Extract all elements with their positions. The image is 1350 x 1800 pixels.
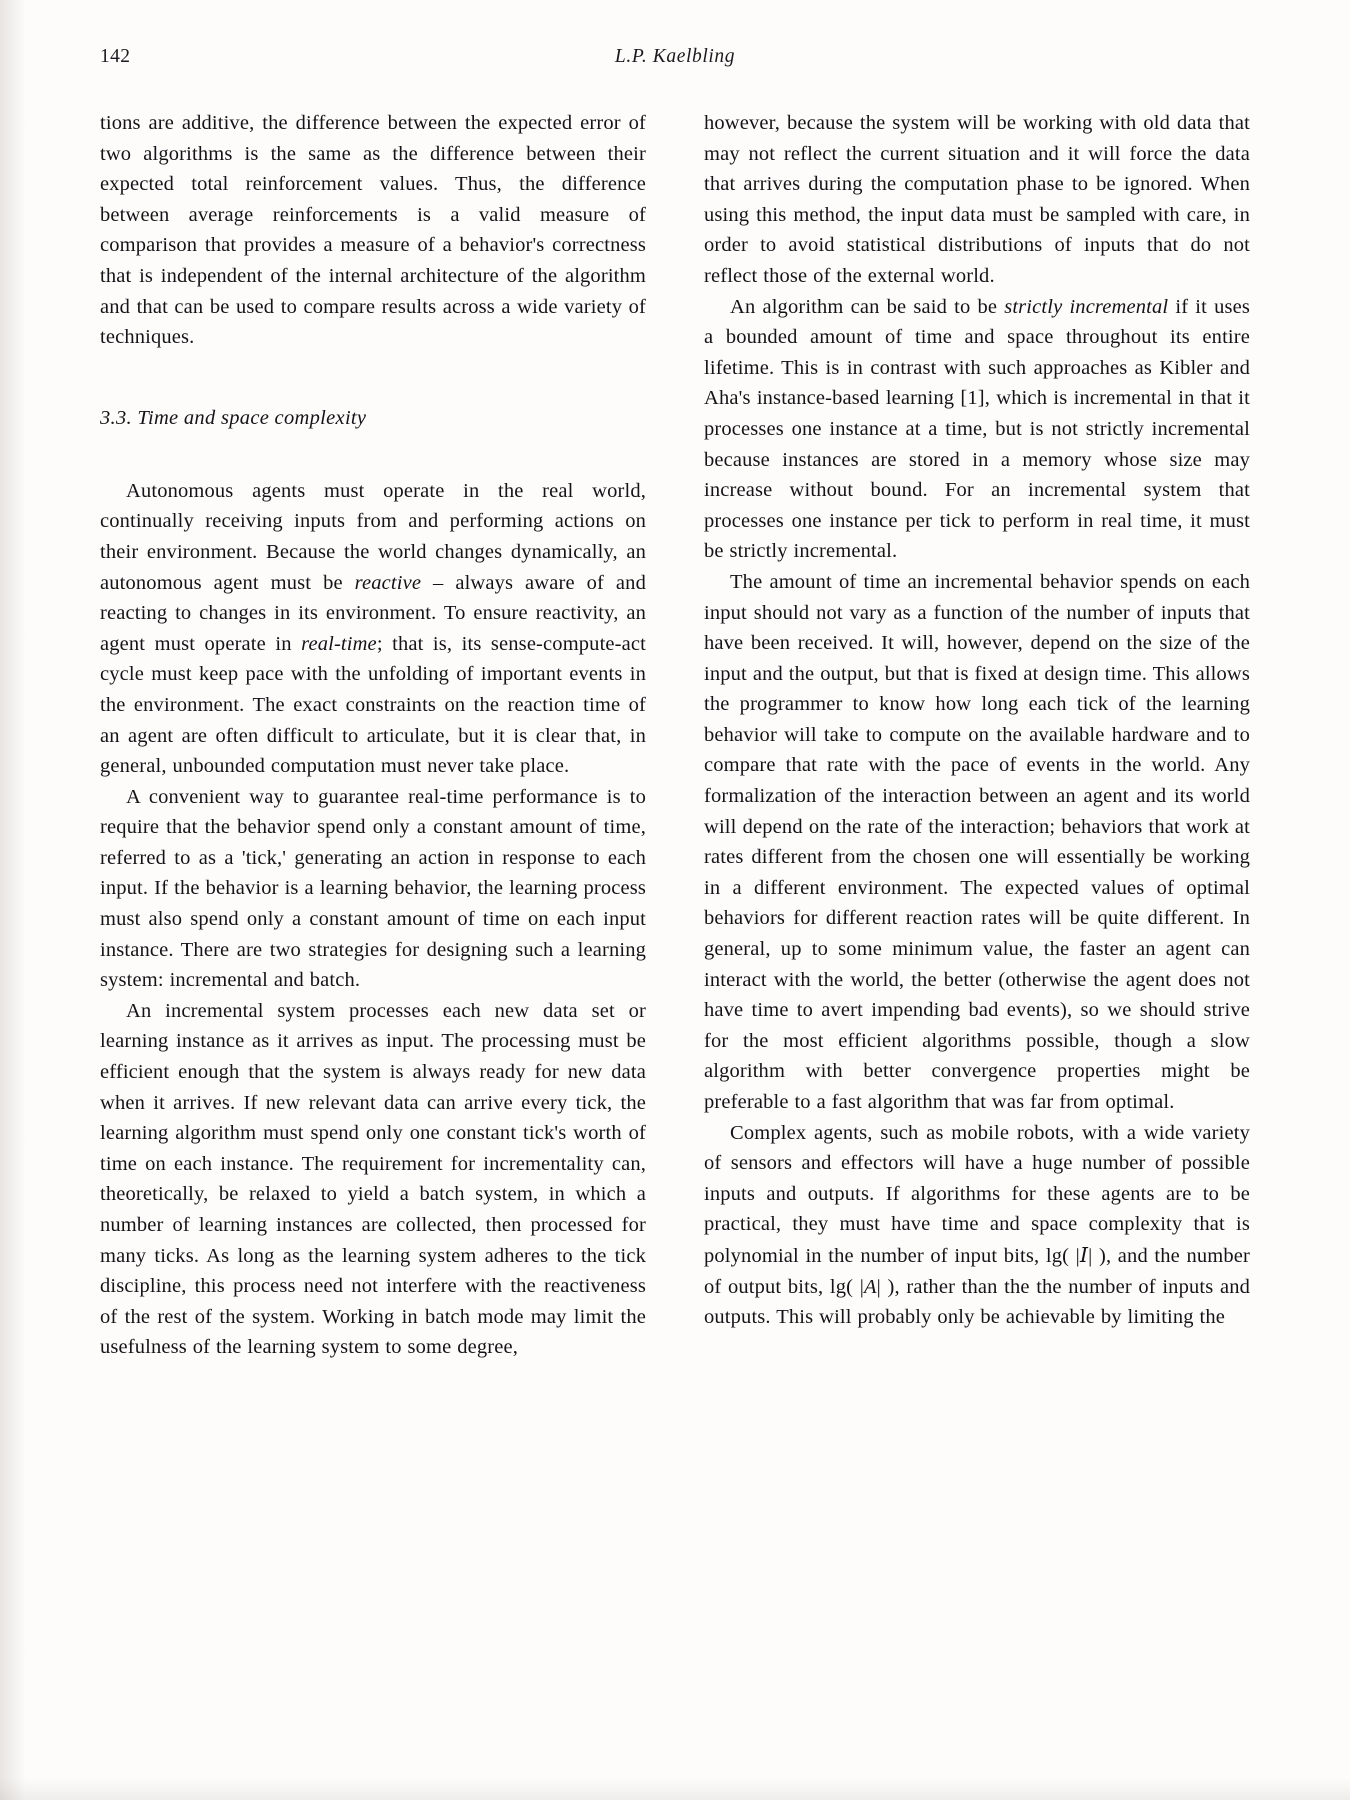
page-bottom-shadow bbox=[0, 1778, 1350, 1800]
para-text-part: | ), rather than the the number of inputs and outputs. This will probably only be achievable by limiting the bbox=[704, 1275, 1250, 1329]
page-content bbox=[100, 40, 1250, 1363]
right-column bbox=[704, 108, 1250, 1363]
symbol-output-set: A bbox=[863, 1275, 877, 1298]
emphasis-real-time: real-time bbox=[301, 632, 377, 655]
page-number: 142 bbox=[100, 46, 131, 67]
running-head-title: L.P. Kaelbling bbox=[614, 46, 736, 67]
para-text-part: | ), and the number of output bits, lg( | bbox=[704, 1244, 1250, 1298]
spacer-after-heading bbox=[100, 430, 646, 476]
emphasis-strictly-incremental: strictly incremental bbox=[1004, 295, 1169, 318]
paragraph-however-continuation: however, because the system will be working with old data that may not reflect the current situation and it will force the data that arrives during the computation phase to be ignored. When using this method, the input data must be sampled with care, in order to avoid statistical distributions of inputs that do not reflect those of the external world. bbox=[704, 112, 1250, 287]
section-heading: 3.3. Time and space complexity bbox=[100, 406, 367, 429]
paragraph-continuation: tions are additive, the difference between the expected error of two algorithms is the same as the difference between their expected total reinforcement values. Thus, the difference between average reinforcements is a valid measure of comparison that provides a measure of a behavior's correctness that is independent of the internal architecture of the algorithm and that can be used to compare results across a wide variety of techniques. bbox=[100, 112, 646, 349]
para-text-part: if it uses a bounded amount of time and space throughout its entire lifetime. This is in contrast with such approaches as Kibler and Aha's instance-based learning [1], which is incremental in that it processes one instance at a time, but is not strictly incremental because instances are stored in a memory whose size may increase without bound. For an incremental system that processes one instance per tick to perform in real time, it must be strictly incremental. bbox=[704, 295, 1250, 563]
para-text-part: Complex agents, such as mobile robots, with a wide variety of sensors and effectors will have a huge number of possible inputs and outputs. If algorithms for these agents are to be practical, they must have time and space complexity that is polynomial in the number of input bits, lg( | bbox=[704, 1121, 1250, 1267]
para-text-part: An algorithm can be said to be bbox=[730, 295, 1005, 318]
emphasis-reactive: reactive bbox=[354, 571, 422, 594]
paragraph-incremental-system: An incremental system processes each new data set or learning instance as it arrives as input. The processing must be efficient enough that the system is always ready for new data when it arrives. If new relevant data can arrive every tick, the learning algorithm must spend only one constant tick's worth of time on each instance. The requirement for incrementality can, theoretically, be relaxed to yield a batch system, in which a number of learning instances are collected, then processed for many ticks. As long as the learning system adheres to the tick discipline, this process need not interfere with the reactiveness of the rest of the system. Working in batch mode may limit the usefulness of the learning system to some degree, bbox=[100, 999, 646, 1359]
page-edge-shadow bbox=[0, 0, 26, 1800]
paragraph-convenient-way: A convenient way to guarantee real-time performance is to require that the behavior spend only a constant amount of time, referred to as a 'tick,' generating an action in response to each input. If the behavior is a learning behavior, the learning process must also spend only a constant amount of time on each input instance. There are two strategies for designing such a learning system: incremental and batch. bbox=[100, 785, 646, 992]
paragraph-amount-of-time: The amount of time an incremental behavior spends on each input should not vary as a function of the number of inputs that have been received. It will, however, depend on the size of the input and the output, but that is fixed at design time. This allows the programmer to know how long each tick of the learning behavior will take to compute on the available hardware and to compare that rate with the pace of events in the world. Any formalization of the interaction between an agent and its world will depend on the rate of the interaction; behaviors that work at rates different from the chosen one will essentially be working in a different environment. The expected values of optimal behaviors for different reaction rates will be quite different. In general, up to some minimum value, the faster an agent can interact with the world, the better (otherwise the agent does not have time to avert impending bad events), so we should strive for the most efficient algorithms possible, though a slow algorithm with better convergence properties might be preferable to a fast algorithm that was far from optimal. bbox=[704, 570, 1250, 1113]
running-head bbox=[100, 40, 1250, 80]
left-column bbox=[100, 108, 646, 1363]
paragraph-autonomous-agents bbox=[100, 476, 646, 782]
spacer-before-heading bbox=[100, 353, 646, 407]
paragraph-strictly-incremental bbox=[704, 292, 1250, 567]
para-text-part: Autonomous agents must operate in the real world, continually receiving inputs from and performing actions on their environment. Because the world changes dynamically, an autonomous agent must be bbox=[100, 479, 646, 594]
para-text-part: – always aware of and reacting to changes in its environment. To ensure reactivity, an agent must operate in bbox=[100, 571, 646, 655]
paragraph-complex-agents bbox=[704, 1118, 1250, 1333]
two-column-body bbox=[100, 108, 1250, 1363]
para-text-part: ; that is, its sense-compute-act cycle must keep pace with the unfolding of important events in the environment. The exact constraints on the reaction time of an agent are often difficult to articulate, but it is clear that, in general, unbounded computation must never take place. bbox=[100, 632, 646, 778]
symbol-input-set: I bbox=[1079, 1242, 1089, 1267]
